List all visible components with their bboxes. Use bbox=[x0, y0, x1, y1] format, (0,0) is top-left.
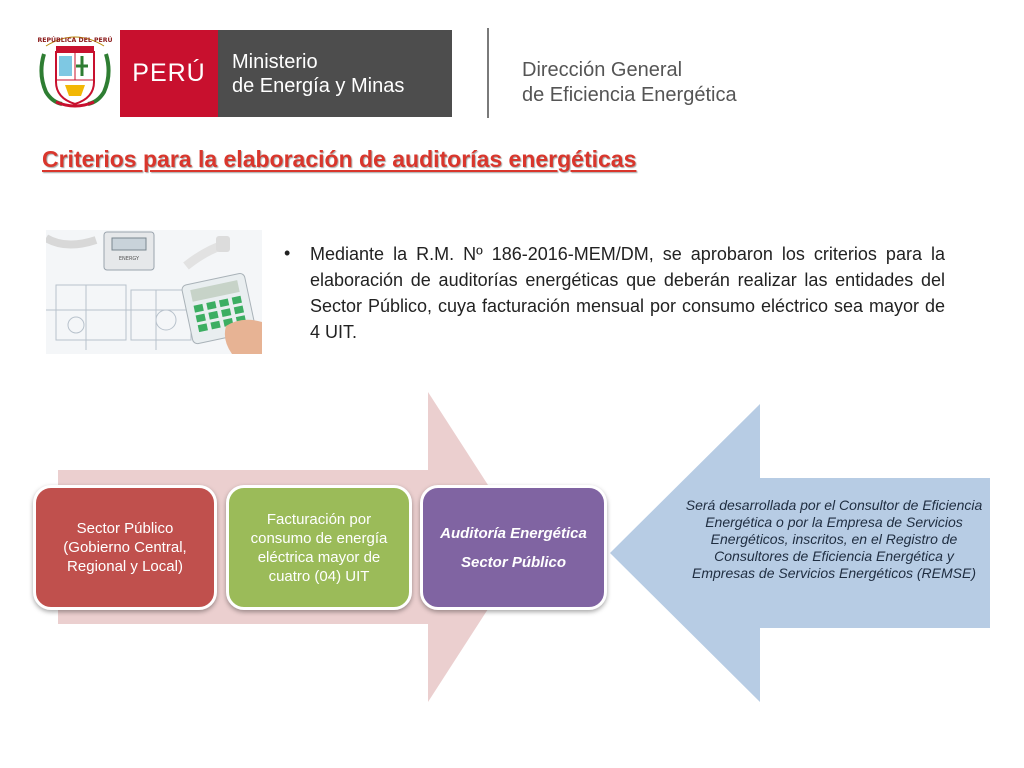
sector-publico-box bbox=[33, 485, 217, 610]
peru-text: PERÚ bbox=[132, 59, 206, 87]
energy-audit-photo bbox=[46, 230, 262, 354]
facturacion-text: Facturación por consumo de energía eléctrica mayor de cuatro (04) UIT bbox=[250, 510, 388, 585]
ministry-line-2: de Energía y Minas bbox=[232, 74, 405, 97]
direccion-line-2: de Eficiencia Energética bbox=[522, 84, 737, 106]
auditoria-title: Auditoría Energética bbox=[440, 524, 587, 542]
consultor-description: Será desarrollada por el Consultor de Eficiencia Energética o por la Empresa de Servicios Energéticos, inscritos, en el Registro de Consultores de Eficiencia Energética y Empresas de Servicios Energéticos (REMSE) bbox=[685, 497, 983, 581]
coat-of-arms-logo bbox=[36, 30, 114, 112]
auditoria-subtitle: Sector Público bbox=[460, 553, 567, 571]
direccion-line-1: Dirección General bbox=[522, 59, 683, 81]
crest-lettering: REPÚBLICA DEL PERÚ bbox=[37, 37, 113, 44]
bullet-marker: • bbox=[284, 243, 291, 263]
ministry-line-1: Ministerio bbox=[232, 50, 318, 73]
auditoria-box bbox=[420, 485, 607, 610]
bullet-text: Mediante la R.M. Nº 186-2016-MEM/DM, se aprobaron los criterios para la elaboración de auditorías energéticas que deberán realizar las entidades del Sector Público, cuya facturación mensual por consumo eléctrico sea mayor de 4 UIT. bbox=[310, 244, 945, 342]
sector-publico-text: Sector Público (Gobierno Central, Regional y Local) bbox=[63, 520, 187, 575]
facturacion-box bbox=[226, 485, 412, 610]
ministry-brand-label bbox=[218, 30, 452, 117]
peru-brand-label bbox=[120, 30, 218, 117]
header-divider bbox=[487, 28, 489, 118]
meter-label: ENERGY bbox=[118, 256, 140, 262]
page-title: Criterios para la elaboración de auditorías energéticas bbox=[42, 146, 637, 172]
direccion-label bbox=[522, 58, 737, 108]
